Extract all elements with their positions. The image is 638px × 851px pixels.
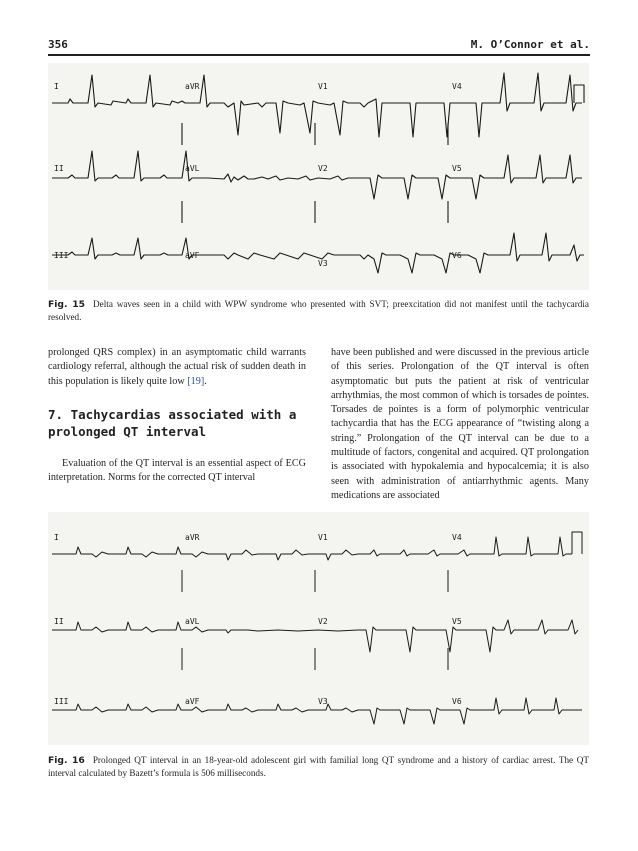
ecg-trace-row2	[52, 151, 582, 199]
lead-label: V6	[452, 251, 462, 260]
running-authors: M. O’Connor et al.	[470, 38, 590, 51]
lead-label: I	[54, 82, 59, 91]
lead-label: V1	[318, 82, 328, 91]
ecg-trace-row1	[52, 537, 572, 560]
ecg-trace-row2	[52, 620, 578, 652]
paragraph: prolonged QRS complex) in an asymptomatic child warrants cardiology referral, although the actual risk of sudden death in this population is likely quite low [19].	[48, 347, 306, 387]
running-header	[48, 38, 590, 56]
figure-16-ecg	[48, 512, 589, 745]
lead-label: aVR	[185, 82, 200, 91]
figure-label: Fig. 15	[48, 299, 85, 310]
lead-label: V5	[452, 164, 462, 173]
lead-label: aVF	[185, 697, 200, 706]
lead-label: aVL	[185, 617, 200, 626]
figure-15-ecg	[48, 63, 589, 290]
figure-16-caption	[48, 754, 589, 780]
ecg-trace-row1	[52, 73, 582, 137]
lead-label: I	[54, 533, 59, 542]
lead-label: V1	[318, 533, 328, 542]
lead-label: II	[54, 164, 64, 173]
caption-text: Delta waves seen in a child with WPW syndrome who presented with SVT; preexcitation did not manifest until the tachycardia resolved.	[48, 299, 590, 322]
lead-label: III	[54, 697, 69, 706]
figure-15-caption	[48, 298, 589, 324]
figure-label: Fig. 16	[48, 755, 85, 766]
paragraph: Evaluation of the QT interval is an essential aspect of ECG interpretation. Norms for the corrected QT interval	[48, 457, 306, 484]
section-heading: 7. Tachycardias associated with a prolonged QT interval	[48, 406, 297, 439]
lead-label: V2	[318, 164, 328, 173]
citation-link[interactable]: [19]	[187, 375, 205, 387]
right-column	[331, 346, 589, 503]
lead-label: aVF	[185, 251, 200, 260]
lead-label: V6	[452, 697, 462, 706]
lead-label: aVL	[185, 164, 200, 173]
lead-label: V4	[452, 533, 462, 542]
page-number: 356	[48, 38, 68, 51]
lead-label: III	[54, 251, 69, 260]
lead-label: V2	[318, 617, 328, 626]
lead-label: V4	[452, 82, 462, 91]
lead-label: II	[54, 617, 64, 626]
lead-label: V3	[318, 259, 328, 268]
lead-label: V3	[318, 697, 328, 706]
ecg-trace-row3	[52, 698, 582, 724]
paragraph: have been published and were discussed in the previous article of this series. Prolongation of the QT interval is often asymptomatic but puts the patient at risk of ventricular arrhythmias, the most common of which is torsades de pointes. Torsades de pointes is a form of polymorphic ventricular tachycardia that has the ECG appearance of “twisting along a string.” Prolongation of the QT interval can be due to a multitude of factors, congenital and acquired. QT prolongation is associated with hypokalemia and hypocalcemia; it is also seen with administration of antiarrhythmic agents. Many medications are associated	[331, 347, 589, 501]
caption-text: Prolonged QT interval in an 18-year-old adolescent girl with familial long QT syndrome and a history of cardiac arrest. The QT interval calculated by Bazett’s formula is 506 milliseconds.	[48, 755, 589, 778]
left-column	[48, 346, 306, 485]
lead-label: V5	[452, 617, 462, 626]
lead-label: aVR	[185, 533, 200, 542]
